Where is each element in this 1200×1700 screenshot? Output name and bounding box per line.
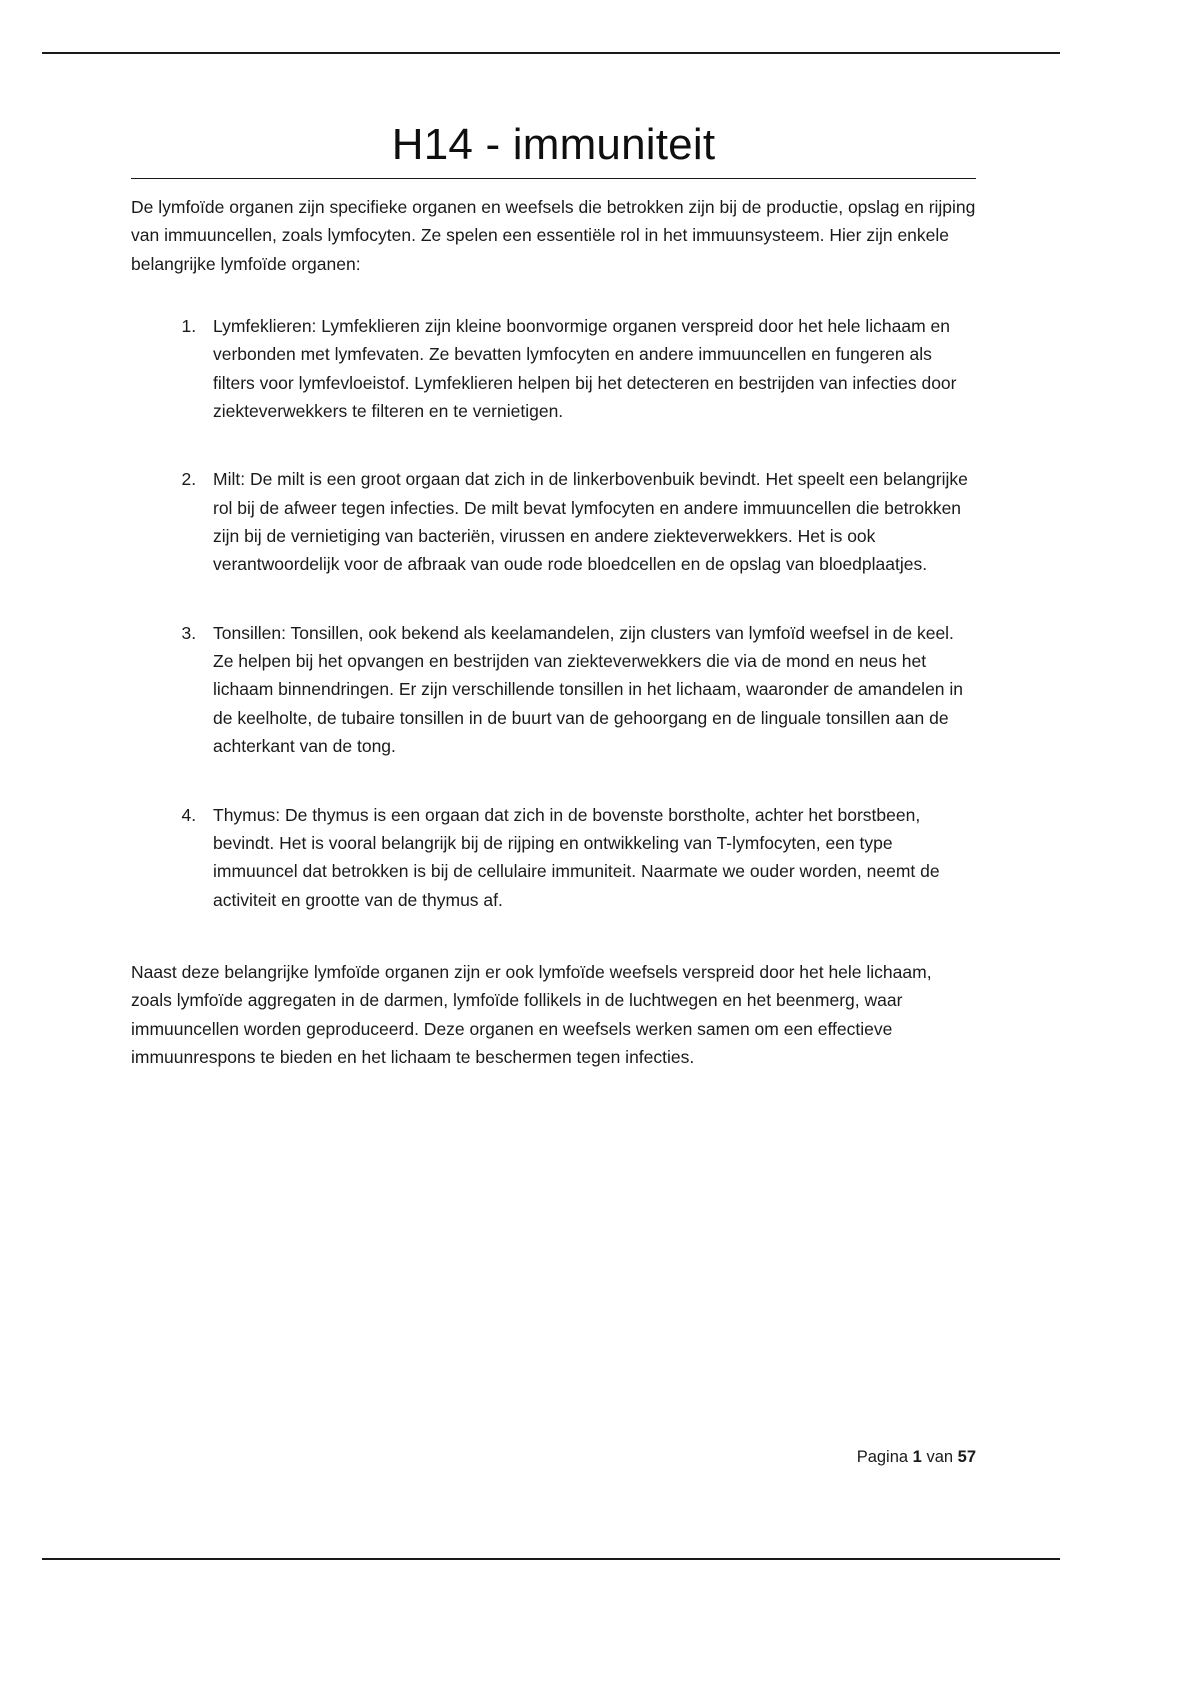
footer-prefix: Pagina — [856, 1448, 913, 1466]
footer-middle: van — [921, 1448, 958, 1466]
list-item: 3. Tonsillen: Tonsillen, ook bekend als keelamandelen, zijn clusters van lymfoïd weefsel in de keel. Ze helpen bij het opvangen en bestrijden van ziekteverwekkers die via de mond en neus het lichaam binnendringen. Er zijn verschillende tonsillen in het lichaam, waaronder de amandelen in de keelholte, de tubaire tonsillen in de buurt van de gehoorgang en de linguale tonsillen aan de achterkant van de tong. — [201, 619, 976, 761]
intro-paragraph: De lymfoïde organen zijn specifieke organen en weefsels die betrokken zijn bij de productie, opslag en rijping van immuuncellen, zoals lymfocyten. Ze spelen een essentiële rol in het immuunsysteem. Hier zijn enkele belangrijke lymfoïde organen: — [131, 197, 976, 274]
page-title: H14 - immuniteit — [391, 120, 716, 169]
footer-total-pages: 57 — [957, 1448, 976, 1466]
title-divider — [131, 178, 976, 179]
lymphoid-organ-list — [131, 312, 976, 914]
footer-page-number: 1 — [912, 1448, 922, 1466]
page-footer — [131, 1448, 976, 1467]
header-divider — [42, 52, 1060, 54]
list-item: 1. Lymfeklieren: Lymfeklieren zijn kleine boonvormige organen verspreid door het hele lichaam en verbonden met lymfevaten. Ze bevatten lymfocyten en andere immuuncellen en fungeren als filters voor lymfevloeistof. Lymfeklieren helpen bij het detecteren en bestrijden van infecties door ziekteverwekkers te filteren en te vernietigen. — [201, 312, 976, 425]
footer-divider — [42, 1558, 1060, 1560]
list-item: 2. Milt: De milt is een groot orgaan dat zich in de linkerbovenbuik bevindt. Het speelt een belangrijke rol bij de afweer tegen infecties. De milt bevat lymfocyten en andere immuuncellen die betrokken zijn bij de vernietiging van bacteriën, virussen en andere ziekteverwekkers. Het is ook verantwoordelijk voor de afbraak van oude rode bloedcellen en de opslag van bloedplaatjes. — [201, 465, 976, 578]
document-body — [131, 120, 976, 1071]
closing-paragraph: Naast deze belangrijke lymfoïde organen zijn er ook lymfoïde weefsels verspreid door het hele lichaam, zoals lymfoïde aggregaten in de darmen, lymfoïde follikels in de luchtwegen en het beenmerg, waar immuuncellen worden geproduceerd. Deze organen en weefsels werken samen om een effectieve immuunrespons te bieden en het lichaam te beschermen tegen infecties. — [131, 961, 932, 1067]
list-item: 4. Thymus: De thymus is een orgaan dat zich in de bovenste borstholte, achter het borstbeen, bevindt. Het is vooral belangrijk bij de rijping en ontwikkeling van T-lymfocyten, een type immuuncel dat betrokken is bij de cellulaire immuniteit. Naarmate we ouder worden, neemt de activiteit en grootte van de thymus af. — [201, 801, 976, 914]
